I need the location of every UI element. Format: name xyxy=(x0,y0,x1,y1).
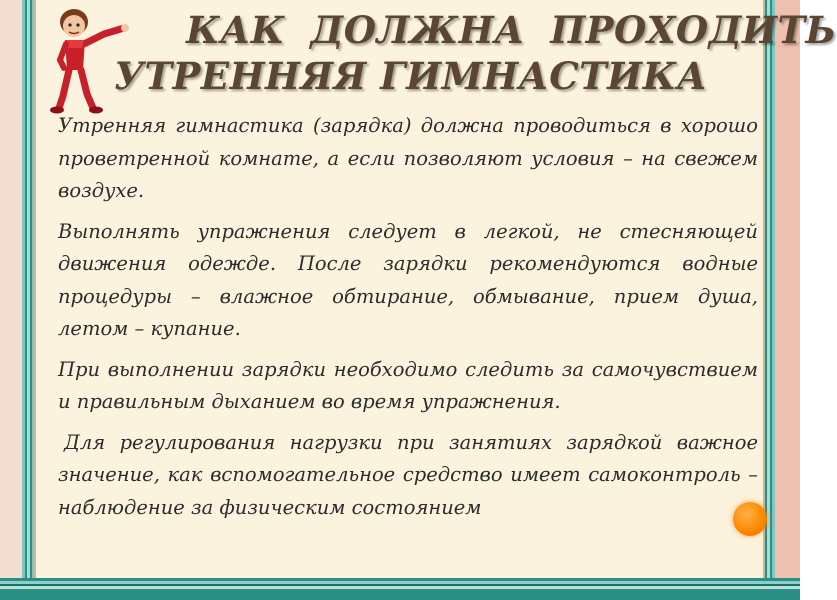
paragraph-wellbeing-breathing: При выполнении зарядки необходимо следить за самочувствием и правильным дыханием во время упражнения. xyxy=(58,357,758,413)
paragraph-morning-exercise-location: Утренняя гимнастика (зарядка) должна проводиться в хорошо проветренной комнате, а если позволяют условия – на свежем воздухе. xyxy=(58,114,758,202)
bottom-decor-border xyxy=(0,578,800,600)
left-decor-strip xyxy=(0,0,22,600)
paragraph-clothing-and-water: Выполнять упражнения следует в легкой, не стесняющей движения одежде. После зарядки рекомендуются водные процедуры – влажное обтирание, обмывание, прием душа, летом – купание. xyxy=(58,219,758,340)
slide-body xyxy=(58,110,758,532)
title-line-2: УТРЕННЯЯ ГИМНАСТИКА xyxy=(114,54,708,98)
right-decor-strip xyxy=(775,0,800,600)
right-teal-band xyxy=(765,0,775,600)
orange-circle-icon xyxy=(733,502,767,536)
content-panel xyxy=(34,0,837,578)
title-line-1: КАК ДОЛЖНА ПРОХОДИТЬ xyxy=(186,8,837,52)
cartoon-figure-icon xyxy=(48,4,132,116)
paragraph-self-control: Для регулирования нагрузки при занятиях зарядкой важное значение, как вспомогательное средство имеет самоконтроль – наблюдение за физическим состоянием xyxy=(58,430,758,519)
left-teal-band xyxy=(22,0,34,600)
